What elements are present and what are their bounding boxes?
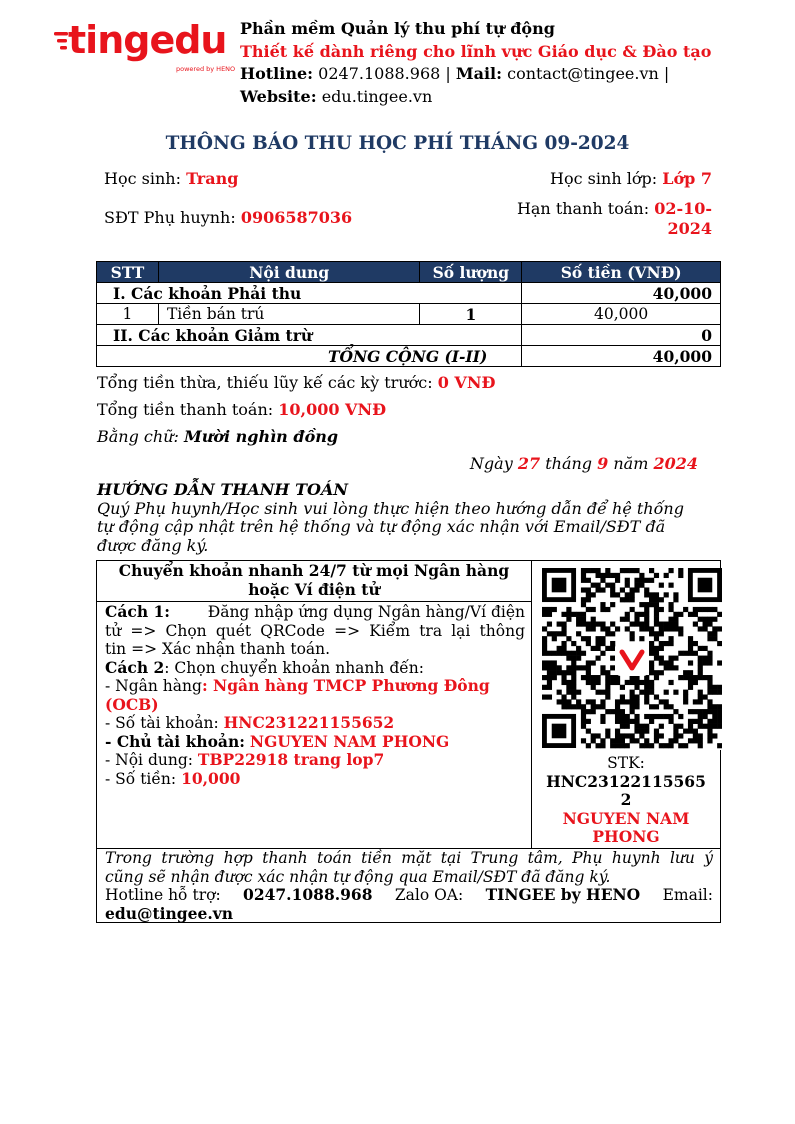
due-date-label: Hạn thanh toán: [516,199,650,218]
bank-label: - Ngân hàng [105,677,202,695]
support-email: edu@tingee.vn [105,903,234,923]
logo-powered-by: powered by HENO [176,65,236,73]
grand-total-label: TỔNG CỘNG (I-II) [97,346,522,367]
transfer-box-title [97,562,531,599]
fee-table [96,261,721,367]
website-label: Website: [240,86,317,106]
section-deduction-total: 0 [522,325,721,346]
issue-date [470,454,698,473]
payment-box [96,560,721,923]
tingedu-logo [54,18,236,78]
note-line-2: cũng sẽ nhận được xác nhận tự động qua Email/SĐT đã đăng ký. [105,867,611,886]
student-name: Trang [186,169,239,188]
step1-label: Cách 1: [105,602,170,621]
notice-title: THÔNG BÁO THU HỌC PHÍ THÁNG 09-2024 [165,133,630,154]
contact-line: Hotline: 0247.1088.968 | Mail: contact@tingee.vn | [240,64,670,83]
transfer-content-label: - Nội dung: [105,751,193,769]
transfer-title-line-1: Chuyển khoản nhanh 24/7 từ mọi Ngân hàng [118,561,510,580]
step2-label: Cách 2 [105,657,165,677]
total-payment-value: 10,000 VNĐ [278,400,387,419]
due-date-part1: 02-10- [654,199,712,218]
transfer-content: TBP22918 trang lop7 [197,750,385,769]
product-tagline: Thiết kế dành riêng cho lĩnh vực Giáo dục & Đào tạo [240,41,712,61]
website-line [240,86,711,109]
carry-over-value: 0 VNĐ [437,373,496,392]
mail-label: Mail: [455,64,503,83]
transfer-amount-label: - Số tiền: [105,769,177,788]
fee-table-header [97,262,721,283]
row-qty: 1 [420,304,522,325]
zalo-value: TINGEE by HENO [485,885,641,904]
owner-name: NGUYEN NAM PHONG [249,731,450,751]
support-line [105,886,713,905]
student-name-row [104,169,238,188]
col-stt: STT [97,262,159,283]
date-month: 9 [597,454,609,473]
hotline-value: 0247.1088.968 [318,64,441,83]
total-payment-label: Tổng tiền thanh toán: [97,400,274,419]
step1-line-3: tin => Xác nhận thanh toán. [105,640,331,658]
guide-line-2: tự động cập nhật trên hệ thống và tự động xác nhận với Email/SĐT đã [97,517,666,536]
step2-text: : Chọn chuyển khoản nhanh đến: [164,658,424,677]
table-row [97,304,721,325]
grand-total: 40,000 [522,346,721,367]
table-row [97,325,721,346]
due-date-block [517,199,712,238]
student-class: Lớp 7 [662,169,712,188]
table-row [97,283,721,304]
student-class-row [550,169,712,188]
student-name-label: Học sinh: [104,169,181,188]
stk-line-2: 2 [620,790,632,809]
qr-account-info [532,754,720,847]
amount-in-words: Mười nghìn đồng [183,427,339,446]
step1-line-2: tử => Chọn quét QRCode => Kiểm tra lại thông [105,621,525,640]
section-receivable-total: 40,000 [522,283,721,304]
parent-phone: 0906587036 [240,208,353,227]
transfer-instructions [105,603,525,788]
transfer-title-line-2: hoặc Ví điện tử [248,579,380,599]
student-class-label: Học sinh lớp: [550,169,658,188]
date-day-label: Ngày [469,454,513,473]
guide-title: HƯỚNG DẪN THANH TOÁN [97,480,348,499]
owner-label: - Chủ tài khoản: [105,731,245,751]
logo-wordmark: tingedu [68,18,227,62]
transfer-amount: 10,000 [181,768,241,788]
table-row [97,346,721,367]
date-year-label: năm [613,454,649,473]
payment-guide [97,481,684,555]
payment-qr-code[interactable] [542,568,722,750]
account-label: - Số tài khoản: [105,714,219,732]
mail-value: contact@tingee.vn [507,64,659,83]
guide-line-3: được đăng ký. [97,535,209,555]
zalo-label: Zalo OA: [394,886,464,904]
amount-in-words-row [97,427,338,446]
row-content: Tiền bán trú [158,304,419,325]
step1-line-1: Đăng nhập ứng dụng Ngân hàng/Ví điện [207,603,525,621]
support-hotline: 0247.1088.968 [243,885,373,904]
qr-owner-line-1: NGUYEN NAM [562,808,690,828]
stk-line-1: HNC23122115565 [546,771,706,791]
cash-payment-note [105,849,713,923]
carry-over-row [97,373,495,392]
section-deduction-label: II. Các khoản Giảm trừ [97,325,522,346]
product-name: Phần mềm Quản lý thu phí tự động [240,19,555,38]
date-month-label: tháng [545,454,593,473]
support-hotline-label: Hotline hỗ trợ: [105,886,221,904]
row-stt: 1 [97,304,159,325]
note-line-1: Trong trường hợp thanh toán tiền mặt tại Trung tâm, Phụ huynh lưu ý [105,849,713,867]
website-value: edu.tingee.vn [321,86,433,106]
col-content: Nội dung [158,262,419,283]
row-amount: 40,000 [522,304,721,325]
parent-phone-label: SĐT Phụ huynh: [104,208,236,227]
qr-center-logo-icon [615,642,649,676]
qr-owner-line-2: PHONG [592,827,660,846]
bank-name: : Ngân hàng TMCP Phương Đông [201,676,490,695]
stk-label: STK: [607,754,645,772]
company-header [240,18,711,108]
amount-in-words-label: Bằng chữ: [97,427,179,446]
section-receivable-label: I. Các khoản Phải thu [97,283,522,304]
support-email-label: Email: [662,886,713,904]
due-date-part2: 2024 [667,218,712,238]
carry-over-label: Tổng tiền thừa, thiếu lũy kế các kỳ trước: [97,373,433,392]
date-day: 27 [517,454,541,473]
col-amount: Số tiền (VNĐ) [522,262,721,283]
bank-code: (OCB) [105,694,159,714]
hotline-label: Hotline: [240,64,314,83]
total-payment-row [97,400,386,419]
parent-phone-row [104,208,352,227]
guide-line-1: Quý Phụ huynh/Học sinh vui lòng thực hiện theo hướng dẫn để hệ thống [97,498,684,518]
col-qty: Số lượng [420,262,522,283]
date-year: 2024 [653,454,698,473]
account-number: HNC231221155652 [223,713,395,732]
